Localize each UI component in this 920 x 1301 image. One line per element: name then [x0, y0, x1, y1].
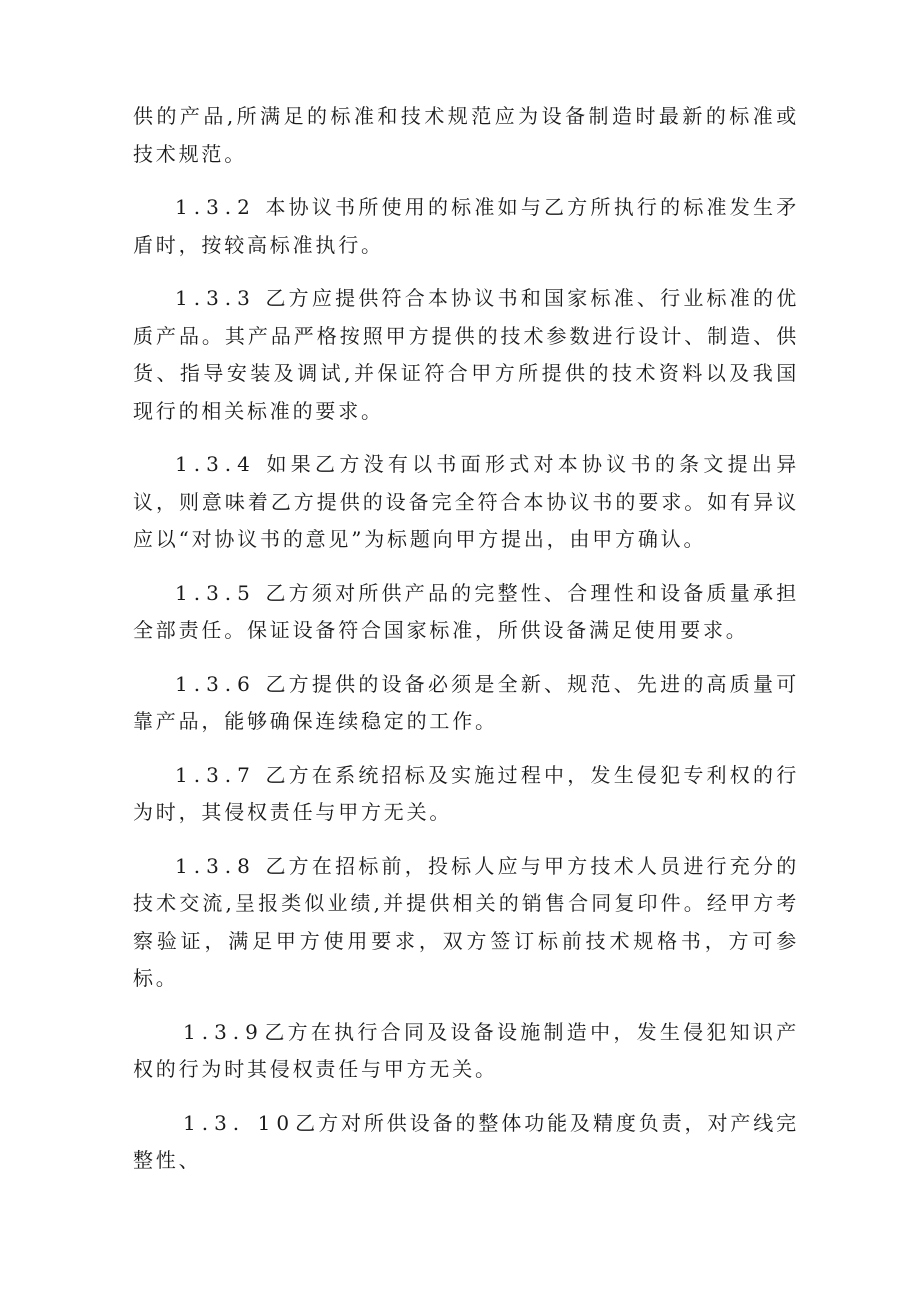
- paragraph-text: 如果乙方没有以书面形式对本协议书的条文提出异议，则意味着乙方提供的设备完全符合本协议书的要求。如有异议应以“对协议书的意见”为标题向甲方提出，由甲方确认。: [133, 452, 799, 551]
- clause-number: 1.3.7: [175, 762, 256, 787]
- paragraph-text: 乙方在招标前，投标人应与甲方技术人员进行充分的技术交流,呈报类似业绩,并提供相关的销售合同复印件。经甲方考察验证，满足甲方使用要求，双方签订标前技术规格书，方可参标。: [133, 853, 799, 990]
- paragraph-1-3-6: [133, 666, 799, 741]
- paragraph-text: 乙方应提供符合本协议书和国家标准、行业标准的优质产品。其产品严格按照甲方提供的技术参数进行设计、制造、供货、指导安装及调试,并保证符合甲方所提供的技术资料以及我国现行的相关标准的要求。: [133, 286, 799, 423]
- clause-number: 1.3.8: [175, 853, 256, 878]
- paragraph-1-3-3: [133, 280, 799, 430]
- paragraph-text: 乙方提供的设备必须是全新、规范、先进的高质量可靠产品，能够确保连续稳定的工作。: [133, 671, 799, 733]
- document-body: [133, 98, 799, 1196]
- clause-number: 1.3.2: [175, 195, 256, 219]
- paragraph-1-3-2: [133, 189, 799, 264]
- paragraph-1-3-10: [133, 1105, 799, 1180]
- clause-number: 1.3.5: [175, 580, 256, 605]
- paragraph-text: 乙方对所供设备的整体功能及精度负责，对产线完整性、: [133, 1110, 799, 1172]
- paragraph-text: 本协议书所使用的标准如与乙方所执行的标准发生矛盾时，按较高标准执行。: [133, 195, 799, 257]
- paragraph-text: 乙方在执行合同及设备设施制造中，发生侵犯知识产权的行为时其侵权责任与甲方无关。: [133, 1019, 799, 1081]
- paragraph-text: 乙方在系统招标及实施过程中，发生侵犯专利权的行为时，其侵权责任与甲方无关。: [133, 762, 799, 824]
- clause-number: 1.3. 10: [183, 1110, 296, 1135]
- paragraph-continuation: [133, 98, 799, 173]
- paragraph-1-3-7: [133, 757, 799, 832]
- paragraph-1-3-9: [133, 1014, 799, 1089]
- paragraph-1-3-8: [133, 848, 799, 998]
- clause-number: 1.3.6: [175, 671, 256, 696]
- clause-number: 1.3.3: [175, 286, 256, 310]
- paragraph-1-3-5: [133, 575, 799, 650]
- paragraph-1-3-4: [133, 446, 799, 559]
- paragraph-text: 乙方须对所供产品的完整性、合理性和设备质量承担全部责任。保证设备符合国家标准，所供设备满足使用要求。: [133, 580, 799, 642]
- clause-number: 1.3.4: [175, 452, 256, 476]
- paragraph-text: 供的产品,所满足的标准和技术规范应为设备制造时最新的标准或技术规范。: [133, 104, 799, 166]
- clause-number: 1.3.9: [183, 1019, 264, 1044]
